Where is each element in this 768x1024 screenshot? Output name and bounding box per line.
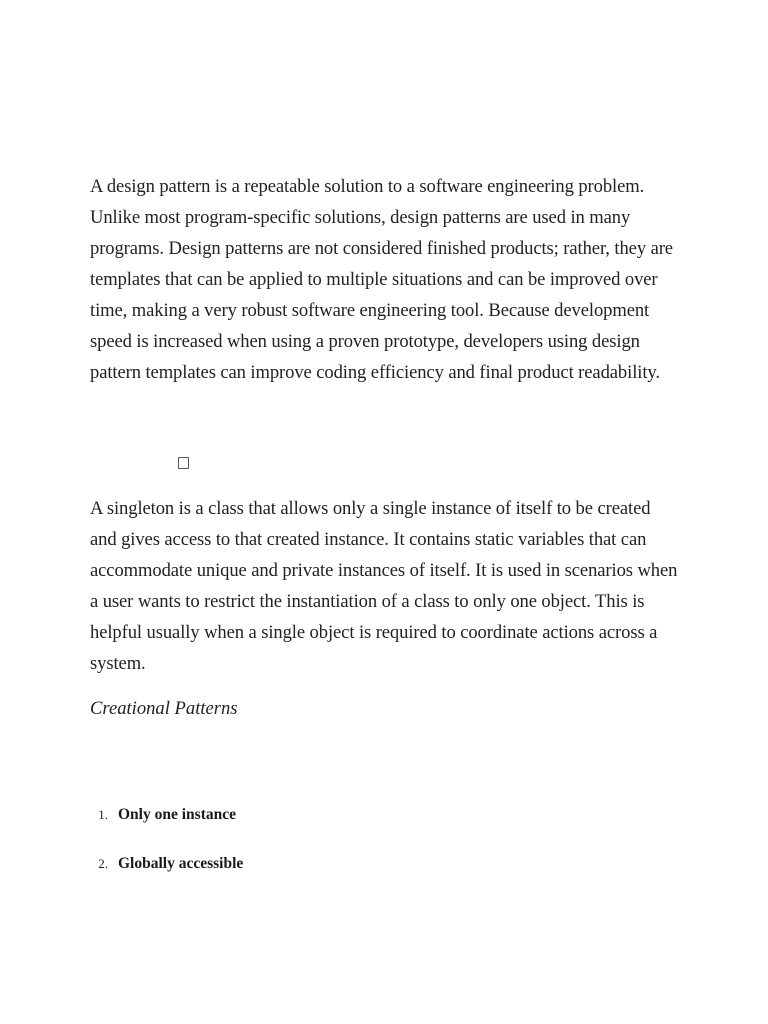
broken-image-icon: [178, 457, 189, 469]
list-item-label: Globally accessible: [118, 855, 244, 872]
list-item-label: Only one instance: [118, 806, 236, 823]
section-subheading: Creational Patterns: [90, 698, 238, 719]
list-item: [90, 805, 243, 854]
intro-paragraph: A design pattern is a repeatable solution to a software engineering problem. Unlike most program-specific solutions, design patterns are used in many programs. Design patterns are not considered finished products; rather, they are templates that can be applied to multiple situations and can be improved over time, making a very robust software engineering tool. Because development speed is increased when using a proven prototype, developers using design pattern templates can improve coding efficiency and final product readability.: [90, 176, 673, 383]
list-item-number: 2.: [98, 856, 108, 871]
feature-list: [90, 805, 243, 903]
list-item-number: 1.: [98, 807, 108, 822]
singleton-paragraph: A singleton is a class that allows only a single instance of itself to be created and gives access to that created instance. It contains static variables that can accommodate unique and private instances of itself. It is used in scenarios when a user wants to restrict the instantiation of a class to only one object. This is helpful usually when a single object is required to coordinate actions across a system.: [90, 498, 678, 674]
list-item: [90, 854, 243, 903]
